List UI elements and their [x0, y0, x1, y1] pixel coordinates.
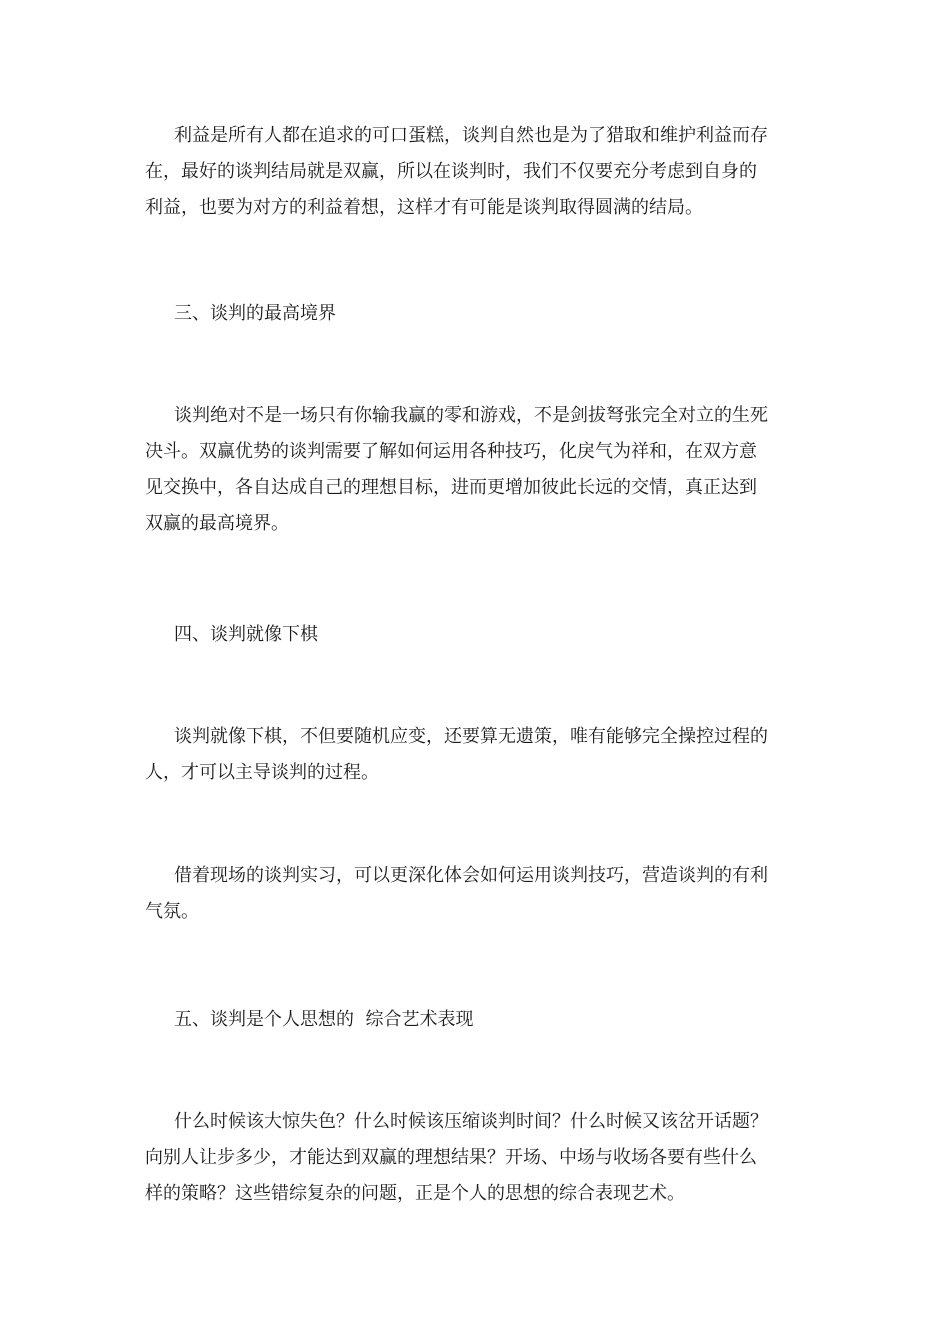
paragraph-line: 谈判就像下棋，不但要随机应变，还要算无遗策，唯有能够完全操控过程的 [174, 726, 768, 747]
paragraph-line: 在，最好的谈判结局就是双赢，所以在谈判时，我们不仅要充分考虑到自身的 [145, 161, 757, 182]
paragraph-line: 什么时候该大惊失色？什么时候该压缩谈判时间？什么时候又该岔开话题？ [174, 1111, 768, 1132]
paragraph-line: 利益是所有人都在追求的可口蛋糕，谈判自然也是为了猎取和维护利益而存 [174, 125, 768, 146]
paragraph-line: 双赢的最高境界。 [145, 513, 289, 534]
section-heading: 四、谈判就像下棋 [174, 624, 318, 645]
paragraph-line: 样的策略？这些错综复杂的问题，正是个人的思想的综合表现艺术。 [145, 1183, 685, 1204]
section-heading: 三、谈判的最高境界 [174, 303, 336, 324]
paragraph-line: 决斗。双赢优势的谈判需要了解如何运用各种技巧，化戾气为祥和，在双方意 [145, 441, 757, 462]
paragraph-line: 利益，也要为对方的利益着想，这样才有可能是谈判取得圆满的结局。 [145, 197, 703, 218]
paragraph-line: 向别人让步多少，才能达到双赢的理想结果？开场、中场与收场各要有些什么 [145, 1147, 757, 1168]
heading-section-5 [145, 1002, 810, 1038]
paragraph-line: 气氛。 [145, 901, 199, 922]
paragraph-highest-realm [145, 398, 810, 542]
paragraph-practice [145, 858, 810, 930]
section-heading: 五、谈判是个人思想的 综合艺术表现 [174, 1009, 474, 1030]
paragraph-line: 借着现场的谈判实习，可以更深化体会如何运用谈判技巧，营造谈判的有利 [174, 865, 768, 886]
heading-section-3 [145, 296, 810, 332]
heading-section-4 [145, 617, 810, 653]
paragraph-art [145, 1104, 810, 1212]
paragraph-chess [145, 719, 810, 791]
paragraph-line: 谈判绝对不是一场只有你输我赢的零和游戏，不是剑拔弩张完全对立的生死 [174, 405, 768, 426]
paragraph-interest [145, 118, 810, 226]
paragraph-line: 人，才可以主导谈判的过程。 [145, 762, 379, 783]
paragraph-line: 见交换中，各自达成自己的理想目标，进而更增加彼此长远的交情，真正达到 [145, 477, 757, 498]
